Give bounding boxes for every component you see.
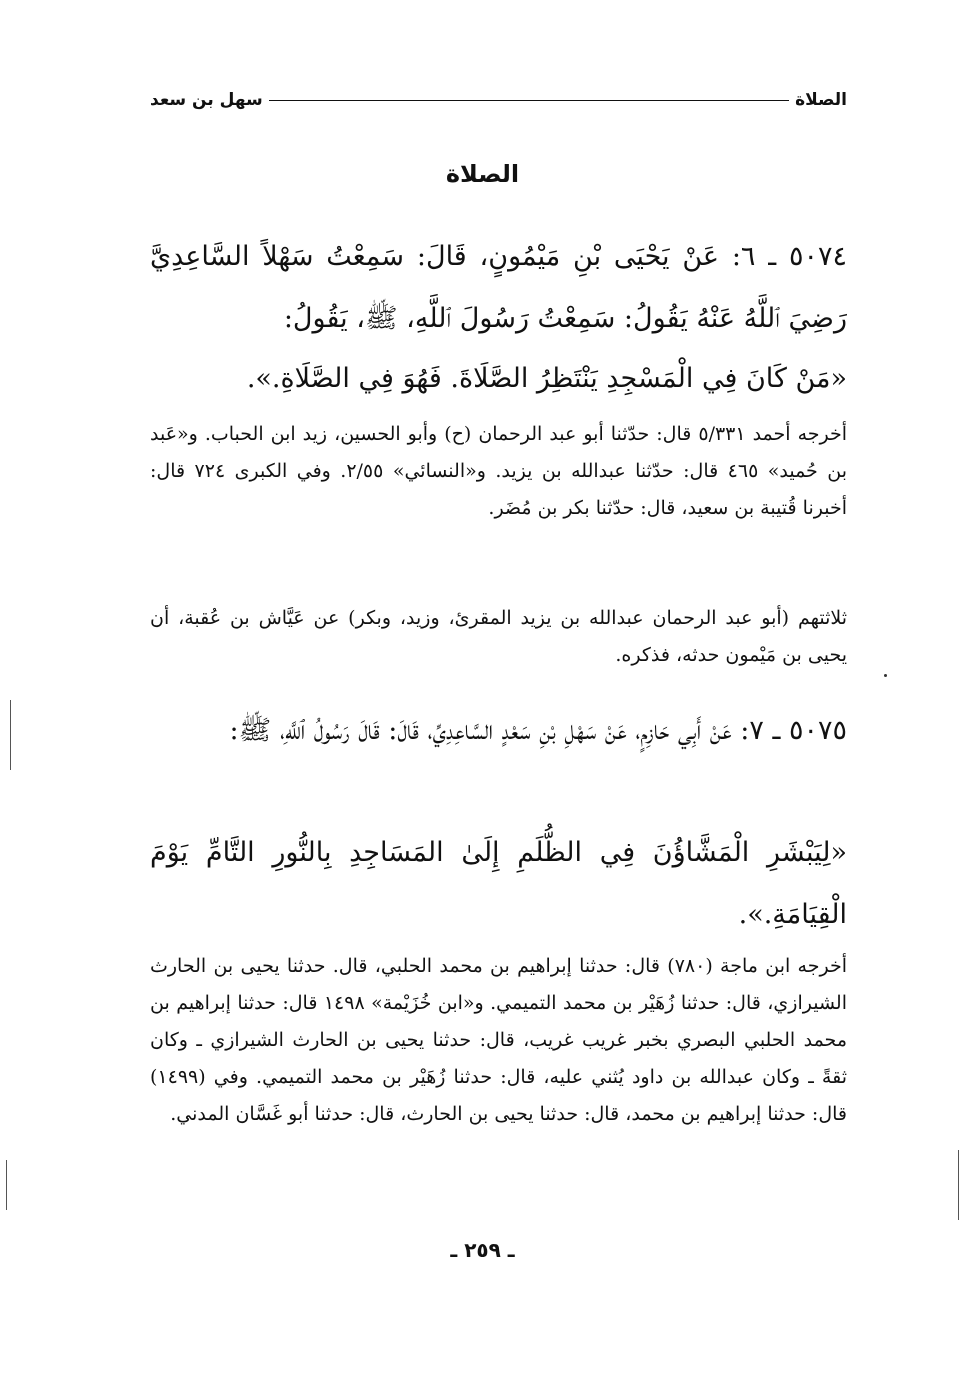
scan-margin-line (10, 700, 11, 770)
hadith-5075-takhrij: أخرجه ابن ماجة (٧٨٠) قال: حدثنا إبراهيم بن محمد الحلبي، قال. حدثنا يحيى بن الحارث الشيرازي، قال: حدثنا زُهَيْر بن محمد التميمي. و«ابن خُزَيْمة» ١٤٩٨ قال: حدثنا إبراهيم بن محمد الحلبي البصري بخبر غريب غريب، قال: حدثنا يحيى بن الحارث الشيرازي ـ وكان ثقةً ـ وكان عبدالله بن داود يُثني عليه، قال: حدثنا زُهَيْر بن محمد التميمي. وفي (١٤٩٩) قال: حدثنا إبراهيم بن محمد، قال: حدثنا يحيى بن الحارث، قال: حدثنا أبو غَسَّان المدني. (150, 955, 847, 1125)
hadith-5074-isnad: ٥٠٧٤ ـ ٦: عَنْ يَحْيَى بْنِ مَيْمُونٍ، قَالَ: سَمِعْتُ سَهْلاً السَّاعِدِيَّ رَضِيَ ٱللَّهُ عَنْهُ يَقُولُ: سَمِعْتُ رَسُولَ ٱللَّهِ، ﷺ، يَقُولُ: (150, 241, 847, 334)
hadith-5074-takhrij: أخرجه أحمد ٥/٣٣١ قال: حدّثنا أبو عبد الرحمان (ح) وأبو الحسين، زيد ابن الحباب. و«عَبد بن حُميد» ٤٦٥ قال: حدّثنا عبدالله بن يزيد. و«النسائي» ٢/٥٥. وفي الكبرى ٧٢٤ قال: أخبرنا قُتيبة بن سعيد، قال: حدّثنا بكر بن مُضَر. (150, 423, 848, 519)
hadith-5075-isnad: ٥٠٧٥ ـ ٧: عَنْ أَبِي حَازِمٍ، عَنْ سَهْلِ بْنِ سَعْدٍ السَّاعِدِيِّ، قَالَ: قَالَ رَسُولُ ٱللَّهِ، ﷺ: (229, 715, 847, 746)
page-number: ـ ٢٥٩ ـ (450, 1238, 515, 1262)
section-title: الصلاة (445, 160, 520, 188)
hadith-5074-matn: «مَنْ كَانَ فِي الْمَسْجِدِ يَنْتَظِرُ الصَّلَاةَ. فَهُوَ فِي الصَّلَاةِ.». (246, 363, 847, 394)
scan-margin-line (6, 1160, 7, 1210)
header-narrator: سهل بن سعد (150, 90, 263, 110)
scan-speck (884, 674, 887, 677)
hadith-5074-takhrij-2: ثلاثتهم (أبو عبد الرحمان عبدالله بن يزيد المقرئ، وزيد، وبكر) عن عَيَّاش بن عُقبة، أن يحيى بن مَيْمون حدثه، فذكره. (150, 607, 847, 666)
scan-margin-line (958, 1150, 959, 1220)
header-rule (269, 100, 789, 101)
hadith-5075-matn: «لِيَبْشَرِ الْمَشَّاؤُنَ فِي الظُّلَمِ إِلَىٰ المَسَاجِدِ بِالنُّورِ التَّامِّ يَوْمَ الْقِيَامَةِ.». (150, 837, 847, 930)
header-chapter: الصلاة (795, 90, 847, 110)
running-header (150, 88, 847, 112)
